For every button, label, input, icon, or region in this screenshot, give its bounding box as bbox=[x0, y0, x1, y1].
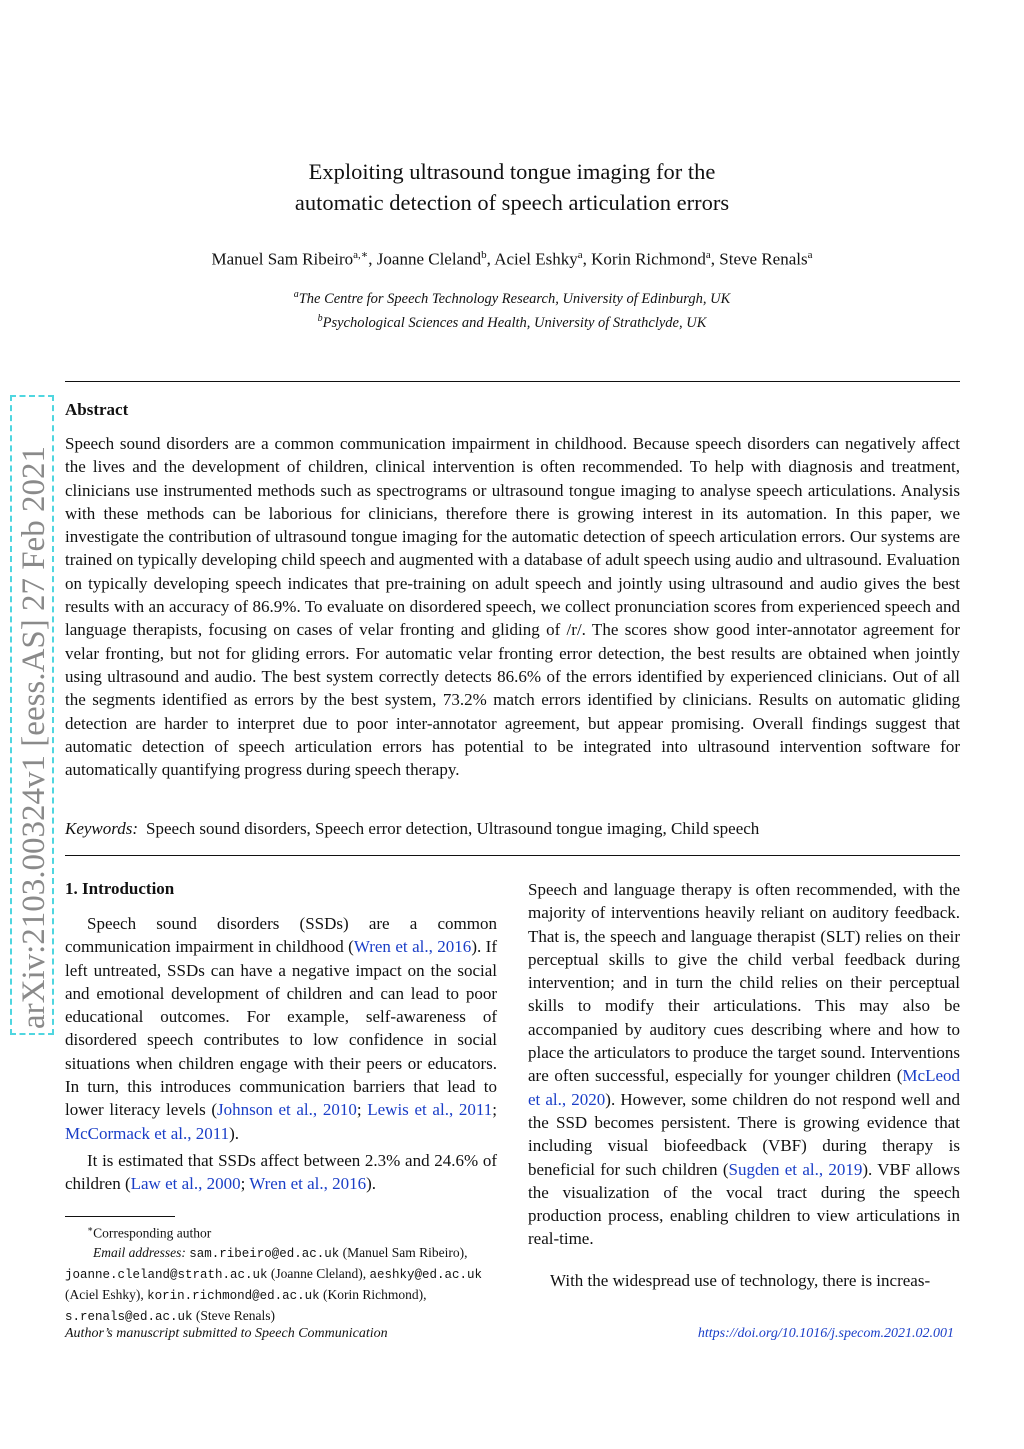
title-line-2: automatic detection of speech articulation errors bbox=[294, 190, 730, 215]
text: ). bbox=[229, 1123, 240, 1143]
footnote bbox=[65, 1220, 497, 1327]
author-name: Aciel Eshky bbox=[494, 249, 578, 269]
keywords-label: Keywords: bbox=[65, 819, 139, 838]
text: (Manuel Sam Ribeiro), bbox=[342, 1244, 468, 1260]
text: Speech and language therapy is often recommended, with the majority of interventions heavily reliant on auditory feedback. That is, the speech and language therapist (SLT) relies on their perceptual skills to give the child verbal feedback during intervention; and in turn the child relies on their perceptual skills to modify their articulations. This may also be accompanied by auditory cues describing where and how to place the articulators to produce the target sound. Interventions are often successful, especially for younger children ( bbox=[528, 880, 960, 1086]
text: ; bbox=[356, 1100, 368, 1120]
citation-link[interactable]: Sugden et al., 2019 bbox=[728, 1159, 863, 1179]
section-heading: 1. Introduction bbox=[65, 879, 175, 898]
text: It is estimated that SSDs affect between 2.3% and 24.6% of children ( bbox=[65, 1150, 497, 1194]
keywords bbox=[65, 818, 960, 840]
author-affil-mark: a bbox=[807, 249, 813, 261]
author-affil-mark: a,∗ bbox=[353, 249, 369, 261]
author-affil-mark: a bbox=[705, 249, 711, 261]
affiliation bbox=[0, 309, 1024, 333]
email-link[interactable]: sam.ribeiro@ed.ac.uk bbox=[189, 1246, 340, 1261]
footnote-divider bbox=[65, 1216, 175, 1217]
text: (Korin Richmond), bbox=[323, 1286, 427, 1302]
text: ). VBF allows the visualization of the vocal tract during the speech production process, enabling children to view articulations in real-time. bbox=[528, 1159, 960, 1249]
affiliations bbox=[0, 285, 1024, 333]
email-label: Email addresses: bbox=[93, 1244, 186, 1260]
paragraph bbox=[65, 1149, 497, 1196]
citation-link[interactable]: Johnson et al., 2010 bbox=[217, 1100, 357, 1120]
right-column bbox=[528, 878, 960, 1292]
keywords-text: Speech sound disorders, Speech error detection, Ultrasound tongue imaging, Child speech bbox=[146, 819, 760, 838]
author-name: Joanne Cleland bbox=[376, 249, 482, 269]
text: ; bbox=[492, 1100, 497, 1120]
email-list bbox=[65, 1243, 497, 1327]
footer-manuscript-note: Author’s manuscript submitted to Speech Communication bbox=[65, 1326, 388, 1341]
paper-title bbox=[0, 156, 1024, 218]
keywords-divider bbox=[65, 855, 960, 856]
arxiv-stamp: arXiv:2103.00324v1 [eess.AS] 27 Feb 2021 bbox=[10, 395, 54, 1035]
doi-link[interactable]: https://doi.org/10.1016/j.specom.2021.02.001 bbox=[697, 1326, 954, 1341]
citation-link[interactable]: Lewis et al., 2011 bbox=[367, 1100, 493, 1120]
author-list: Manuel Sam Ribeiro$^{a,∗}$, Joanne Cleland$^b$, Aciel Eshky$^a$, Korin Richmond$^a$, Steve Renals$^a$ bbox=[211, 249, 813, 269]
paragraph bbox=[65, 912, 497, 1145]
text: ). If left untreated, SSDs can have a negative impact on the social and emotional development of children and can lead to poor educational outcomes. For example, self-awareness of disordered speech contributes to low confidence in social situations when children engage with their peers or educators. In turn, this introduces communication barriers that lead to lower literacy levels ( bbox=[65, 937, 498, 1120]
text: (Steve Renals) bbox=[195, 1307, 276, 1323]
email-link[interactable]: s.renals@ed.ac.uk bbox=[65, 1309, 193, 1324]
left-column bbox=[65, 878, 497, 1200]
affiliation bbox=[0, 285, 1024, 309]
top-divider bbox=[65, 381, 960, 382]
text: ). However, some children do not respond well and the SSD becomes persistent. There is growing evidence that including visual biofeedback (VBF) during therapy is beneficial for such children ( bbox=[528, 1089, 960, 1179]
text: Corresponding author bbox=[93, 1225, 212, 1241]
citation-link[interactable]: Wren et al., 2016 bbox=[249, 1174, 367, 1194]
footnote-mark: ∗ bbox=[87, 1224, 94, 1234]
affiliation-text: The Centre for Speech Technology Research, University of Edinburgh, UK bbox=[298, 290, 731, 307]
corresponding-note bbox=[65, 1220, 497, 1243]
author-affil-mark: a bbox=[577, 249, 583, 261]
citation-link[interactable]: McCormack et al., 2011 bbox=[65, 1123, 230, 1143]
text: Speech sound disorders (SSDs) are a common communication impairment in childhood ( bbox=[65, 914, 497, 957]
author-name: Steve Renals bbox=[719, 249, 808, 269]
affiliation-mark: a bbox=[293, 289, 299, 300]
paragraph bbox=[528, 878, 960, 1251]
email-link[interactable]: korin.richmond@ed.ac.uk bbox=[147, 1288, 320, 1303]
citation-link[interactable]: Law et al., 2000 bbox=[130, 1174, 241, 1194]
author-name: Korin Richmond bbox=[591, 249, 706, 269]
paragraph: With the widespread use of technology, there is increas- bbox=[550, 1270, 931, 1290]
email-link[interactable]: aeshky@ed.ac.uk bbox=[369, 1267, 483, 1282]
affiliation-mark: b bbox=[317, 312, 323, 324]
affiliation-text: Psychological Sciences and Health, University of Strathclyde, UK bbox=[322, 314, 707, 331]
title-line-1: Exploiting ultrasound tongue imaging for the bbox=[308, 159, 716, 184]
text: (Aciel Eshky), bbox=[65, 1286, 144, 1302]
author-affil-mark: b bbox=[481, 249, 487, 261]
citation-link[interactable]: McLeod et al., 2020 bbox=[528, 1066, 960, 1109]
citation-link[interactable]: Wren et al., 2016 bbox=[353, 937, 472, 957]
author-name: Manuel Sam Ribeiro bbox=[211, 249, 354, 269]
abstract-body: Speech sound disorders are a common communication impairment in childhood. Because speech disorders can negatively affect the lives and the development of children, clinical intervention is often recommended. To help with diagnosis and treatment, clinicians use instrumented methods such as spectrograms or ultrasound tongue imaging to analyse speech articulations. Analysis with these methods can be laborious for clinicians, therefore there is growing interest in its automation. In this paper, we investigate the contribution of ultrasound tongue imaging for the automatic detection of speech articulation errors. Our systems are trained on typically developing child speech and augmented with a database of adult speech using audio and ultrasound. Evaluation on typically developing speech indicates that pre-training on adult speech and jointly using ultrasound and audio gives the best results with an accuracy of 86.9%. To evaluate on disordered speech, we collect pronunciation scores from experienced speech and language therapists, focusing on cases of velar fronting and gliding of /r/. The scores show good inter-annotator agreement for velar fronting, but not for gliding errors. For automatic velar fronting error detection, the best results are obtained when jointly using ultrasound and audio. The best system correctly detects 86.6% of the errors identified by experienced clinicians. Out of all the segments identified as errors by the best system, 73.2% match errors identified by clinicians. Results on automatic gliding detection are harder to interpret due to poor inter-annotator agreement, but appear promising. Overall findings suggest that automatic detection of speech articulation errors has potential to be integrated into ultrasound intervention software for automatically quantifying progress during speech therapy. bbox=[65, 434, 960, 780]
abstract-heading: Abstract bbox=[65, 400, 129, 419]
text: ; bbox=[240, 1174, 250, 1194]
email-link[interactable]: joanne.cleland@strath.ac.uk bbox=[65, 1267, 268, 1282]
text: (Joanne Cleland), bbox=[270, 1265, 367, 1281]
text: ). bbox=[366, 1174, 377, 1194]
